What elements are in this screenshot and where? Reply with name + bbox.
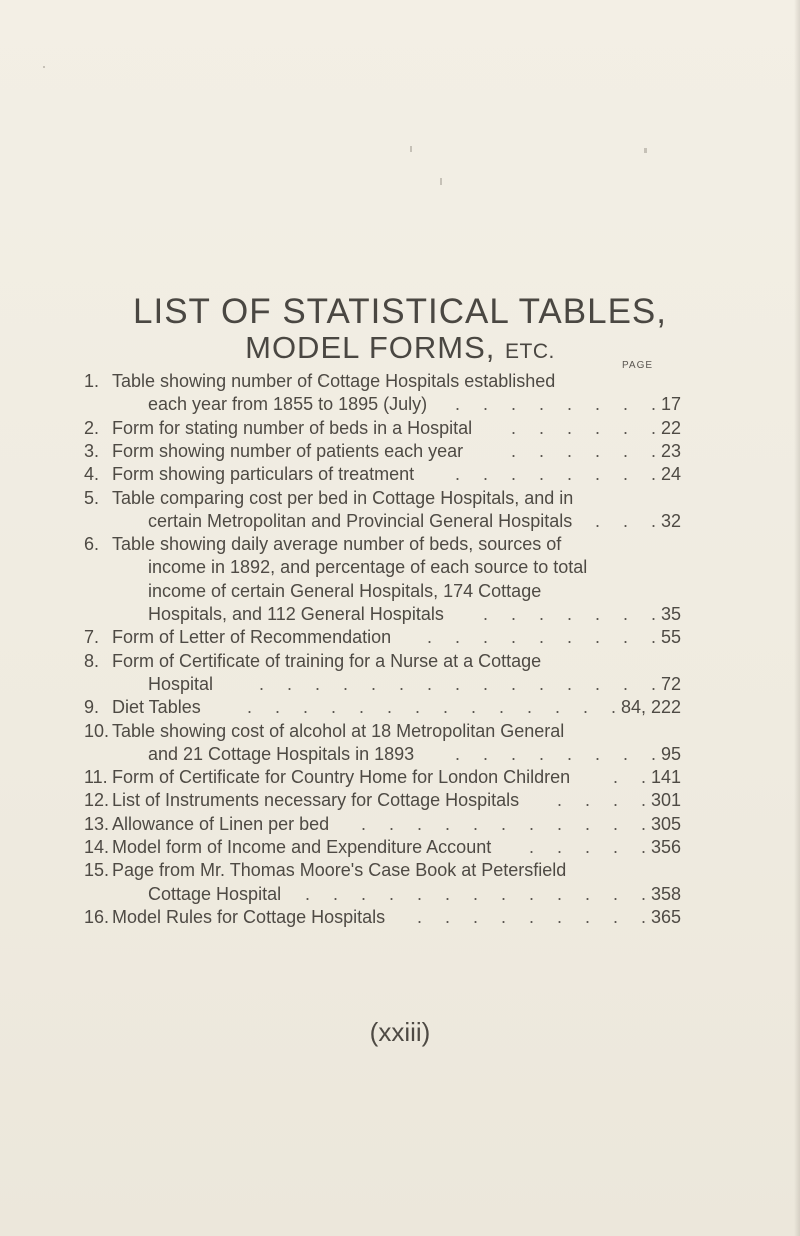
- leader-dot: .: [595, 743, 601, 764]
- toc-entry-line: [0, 555, 800, 579]
- leader-dot: .: [455, 464, 461, 485]
- toc-entry-number: 12.: [84, 790, 110, 811]
- toc-entry-line: [0, 788, 800, 812]
- leader-dot: .: [585, 906, 591, 927]
- leader-dot: .: [623, 604, 629, 624]
- leader-dot: .: [483, 394, 489, 415]
- toc-entry-text: Form of Letter of Recommendation: [112, 627, 392, 648]
- leader-dot: .: [623, 417, 629, 438]
- toc-entry-text: and 21 Cottage Hospitals in 1893: [148, 743, 415, 764]
- leader-dot: .: [529, 883, 535, 904]
- toc-entry-page: 17: [660, 394, 681, 415]
- leader-dot: .: [473, 813, 479, 834]
- leader-dot: .: [641, 790, 647, 811]
- toc-entry-text: Cottage Hospital: [148, 883, 282, 904]
- leader-dot: .: [473, 906, 479, 927]
- toc-entry-text: Form of Certificate of training for a Nurse at a Cottage: [112, 650, 542, 671]
- leader-dot: .: [511, 673, 517, 694]
- leader-dot: .: [613, 767, 619, 788]
- leader-dot: .: [415, 697, 421, 718]
- toc-entry-number: 3.: [84, 440, 100, 461]
- toc-entry-text: Model form of Income and Expenditure Account: [112, 837, 492, 857]
- toc-entry-page: 84, 222: [620, 697, 681, 718]
- toc-entry-text: Form of Certificate for Country Home for London Children: [112, 767, 571, 788]
- leader-dot: .: [315, 673, 321, 694]
- leader-dot: .: [613, 906, 619, 927]
- leader-dot: .: [443, 697, 449, 718]
- leader-dot: .: [511, 417, 517, 438]
- leader-dot: .: [641, 883, 647, 904]
- toc-entry-number: 10.: [84, 720, 110, 741]
- list-subtitle-etc: ETC.: [505, 340, 555, 363]
- list-title: LIST OF STATISTICAL TABLES,: [133, 292, 667, 331]
- toc-entry-line: [0, 905, 800, 929]
- leader-dot: .: [567, 394, 573, 415]
- toc-entry-text: Model Rules for Cottage Hospitals: [112, 906, 386, 927]
- leader-dot: .: [651, 604, 657, 624]
- toc-entry-text: Allowance of Linen per bed: [112, 813, 330, 834]
- leader-dot: .: [623, 440, 629, 461]
- leader-dot: .: [613, 837, 619, 857]
- toc-entry-line: [0, 765, 800, 789]
- paper-speck: [644, 148, 647, 153]
- leader-dot: .: [539, 743, 545, 764]
- toc-entry-line: [0, 532, 800, 556]
- leader-dot: .: [555, 697, 561, 718]
- leader-dot: .: [511, 627, 517, 648]
- leader-dot: .: [557, 813, 563, 834]
- toc-entry-number: 4.: [84, 464, 100, 485]
- toc-entry-text: each year from 1855 to 1895 (July): [148, 394, 428, 415]
- leader-dot: .: [539, 394, 545, 415]
- leader-dot: .: [595, 464, 601, 485]
- leader-dot: .: [611, 697, 617, 718]
- leader-dot: .: [651, 743, 657, 764]
- toc-entry-number: 16.: [84, 906, 110, 927]
- leader-dot: .: [641, 906, 647, 927]
- toc-entry-page: 22: [660, 417, 681, 438]
- toc-entry-line: [0, 392, 800, 416]
- leader-dot: .: [567, 604, 573, 624]
- toc-entry-text: income of certain General Hospitals, 174 Cottage: [148, 580, 542, 601]
- toc-entry-text: List of Instruments necessary for Cottage Hospitals: [112, 790, 520, 811]
- leader-dot: .: [567, 627, 573, 648]
- paper-speck: [410, 146, 412, 152]
- leader-dot: .: [511, 604, 517, 624]
- leader-dot: .: [595, 673, 601, 694]
- leader-dot: .: [371, 673, 377, 694]
- leader-dot: .: [247, 697, 253, 718]
- leader-dot: .: [595, 440, 601, 461]
- leader-dot: .: [557, 883, 563, 904]
- leader-dot: .: [651, 673, 657, 694]
- toc-entry-page: 365: [650, 906, 681, 927]
- toc-entry-text: Table showing daily average number of beds, sources of: [112, 534, 562, 555]
- leader-dot: .: [417, 906, 423, 927]
- toc-entry-text: Form for stating number of beds in a Hospital: [112, 417, 473, 438]
- leader-dot: .: [511, 743, 517, 764]
- leader-dot: .: [585, 790, 591, 811]
- toc-entry-line: [0, 369, 800, 393]
- leader-dot: .: [445, 906, 451, 927]
- leader-dot: .: [259, 673, 265, 694]
- toc-entry-line: [0, 742, 800, 766]
- leader-dot: .: [585, 813, 591, 834]
- leader-dot: .: [331, 697, 337, 718]
- leader-dot: .: [651, 510, 657, 531]
- toc-entry-line: [0, 858, 800, 882]
- leader-dot: .: [287, 673, 293, 694]
- leader-dot: .: [417, 813, 423, 834]
- leader-dot: .: [623, 510, 629, 531]
- list-subtitle-main: MODEL FORMS,: [245, 330, 496, 365]
- leader-dot: .: [595, 604, 601, 624]
- page-number-footer: (xxiii): [369, 1017, 431, 1047]
- toc-entry-line: [0, 882, 800, 906]
- leader-dot: .: [539, 627, 545, 648]
- leader-dot: .: [613, 790, 619, 811]
- leader-dot: .: [473, 883, 479, 904]
- leader-dot: .: [595, 627, 601, 648]
- toc-entry-line: [0, 672, 800, 696]
- leader-dot: .: [623, 673, 629, 694]
- toc-entry-text: Diet Tables: [112, 697, 201, 718]
- leader-dot: .: [613, 813, 619, 834]
- leader-dot: .: [539, 604, 545, 624]
- leader-dot: .: [651, 417, 657, 438]
- toc-entry-number: 6.: [84, 534, 100, 555]
- leader-dot: .: [585, 837, 591, 857]
- leader-dot: .: [455, 394, 461, 415]
- toc-entry-number: 15.: [84, 860, 110, 881]
- leader-dot: .: [529, 837, 535, 857]
- leader-dot: .: [651, 440, 657, 461]
- toc-entry-page: 141: [650, 767, 681, 788]
- leader-dot: .: [511, 394, 517, 415]
- toc-entry-page: 23: [660, 440, 681, 461]
- toc-entry-line: [0, 486, 800, 510]
- leader-dot: .: [361, 883, 367, 904]
- toc-entry-page: 95: [660, 743, 681, 764]
- leader-dot: .: [539, 464, 545, 485]
- leader-dot: .: [641, 813, 647, 834]
- paper-speck: [440, 178, 442, 185]
- leader-dot: .: [623, 627, 629, 648]
- toc-entry-text: Table showing cost of alcohol at 18 Metropolitan General: [112, 720, 565, 741]
- leader-dot: .: [389, 813, 395, 834]
- toc-entry-line: [0, 719, 800, 743]
- toc-entry-line: [0, 625, 800, 649]
- leader-dot: .: [361, 813, 367, 834]
- leader-dot: .: [527, 697, 533, 718]
- toc-entry-number: 8.: [84, 650, 100, 671]
- leader-dot: .: [651, 627, 657, 648]
- leader-dot: .: [623, 394, 629, 415]
- leader-dot: .: [529, 906, 535, 927]
- leader-dot: .: [275, 697, 281, 718]
- toc-entry-number: 1.: [84, 371, 100, 391]
- leader-dot: .: [567, 440, 573, 461]
- toc-entry-line: [0, 812, 800, 836]
- leader-dot: .: [455, 673, 461, 694]
- toc-entry-page: 35: [660, 604, 681, 624]
- leader-dot: .: [511, 464, 517, 485]
- toc-entry-page: 24: [660, 464, 681, 485]
- toc-entry-number: 14.: [84, 837, 110, 857]
- leader-dot: .: [305, 883, 311, 904]
- toc-entry-line: [0, 695, 800, 719]
- leader-dot: .: [483, 464, 489, 485]
- leader-dot: .: [471, 697, 477, 718]
- leader-dot: .: [333, 883, 339, 904]
- leader-dot: .: [501, 906, 507, 927]
- page-column-heading: PAGE: [622, 360, 654, 371]
- leader-dot: .: [427, 673, 433, 694]
- leader-dot: .: [343, 673, 349, 694]
- leader-dot: .: [417, 883, 423, 904]
- toc-entry-line: [0, 416, 800, 440]
- toc-entry-line: [0, 649, 800, 673]
- leader-dot: .: [445, 813, 451, 834]
- leader-dot: .: [557, 906, 563, 927]
- toc-entry-text: Table showing number of Cottage Hospitals established: [112, 371, 556, 391]
- leader-dot: .: [389, 883, 395, 904]
- leader-dot: .: [595, 417, 601, 438]
- leader-dot: .: [557, 837, 563, 857]
- leader-dot: .: [641, 767, 647, 788]
- leader-dot: .: [483, 673, 489, 694]
- leader-dot: .: [359, 697, 365, 718]
- toc-entry-text: Form showing particulars of treatment: [112, 464, 415, 485]
- leader-dot: .: [445, 883, 451, 904]
- toc-entry-number: 13.: [84, 813, 110, 834]
- leader-dot: .: [557, 790, 563, 811]
- toc-entry-line: [0, 835, 800, 859]
- leader-dot: .: [567, 673, 573, 694]
- toc-entry-page: 72: [660, 673, 681, 694]
- leader-dot: .: [501, 883, 507, 904]
- toc-entry-line: [0, 439, 800, 463]
- leader-dot: .: [623, 464, 629, 485]
- leader-dot: .: [651, 394, 657, 415]
- toc-entry-text: Table comparing cost per bed in Cottage Hospitals, and in: [112, 487, 574, 508]
- leader-dot: .: [511, 440, 517, 461]
- toc-entry-page: 305: [650, 813, 681, 834]
- toc-entry-number: 2.: [84, 417, 100, 438]
- leader-dot: .: [641, 837, 647, 857]
- leader-dot: .: [483, 604, 489, 624]
- toc-entry-number: 5.: [84, 487, 100, 508]
- leader-dot: .: [483, 743, 489, 764]
- toc-entry-text: certain Metropolitan and Provincial General Hospitals: [148, 510, 573, 531]
- toc-entry-text: Form showing number of patients each year: [112, 440, 464, 461]
- leader-dot: .: [539, 417, 545, 438]
- leader-dot: .: [501, 813, 507, 834]
- toc-entry-text: Hospital: [148, 673, 214, 694]
- toc-entry-line: [0, 509, 800, 533]
- toc-entry-page: 358: [650, 883, 681, 904]
- leader-dot: .: [529, 813, 535, 834]
- toc-entry-page: 32: [660, 510, 681, 531]
- toc-entry-line: [0, 462, 800, 486]
- leader-dot: .: [303, 697, 309, 718]
- leader-dot: .: [567, 417, 573, 438]
- toc-entry-page: 356: [650, 837, 681, 857]
- toc-entry-line: [0, 602, 800, 626]
- leader-dot: .: [455, 743, 461, 764]
- toc-entry-number: 11.: [84, 767, 108, 788]
- leader-dot: .: [583, 697, 589, 718]
- leader-dot: .: [499, 697, 505, 718]
- toc-entry-text: Hospitals, and 112 General Hospitals: [148, 604, 444, 624]
- leader-dot: .: [595, 510, 601, 531]
- leader-dot: .: [427, 627, 433, 648]
- leader-dot: .: [567, 464, 573, 485]
- leader-dot: .: [585, 883, 591, 904]
- leader-dot: .: [623, 743, 629, 764]
- leader-dot: .: [539, 440, 545, 461]
- toc-entry-number: 9.: [84, 697, 100, 718]
- leader-dot: .: [567, 743, 573, 764]
- leader-dot: .: [651, 464, 657, 485]
- leader-dot: .: [455, 627, 461, 648]
- toc-entry-number: 7.: [84, 627, 100, 648]
- leader-dot: .: [539, 673, 545, 694]
- toc-entry-text: Page from Mr. Thomas Moore's Case Book at Petersfield: [112, 860, 567, 881]
- leader-dot: .: [399, 673, 405, 694]
- leader-dot: .: [483, 627, 489, 648]
- leader-dot: .: [387, 697, 393, 718]
- leader-dot: .: [595, 394, 601, 415]
- toc-entry-line: [0, 579, 800, 603]
- toc-entry-page: 301: [650, 790, 681, 811]
- paper-speck: [43, 66, 45, 68]
- toc-entry-page: 55: [660, 627, 681, 648]
- toc-entry-text: income in 1892, and percentage of each source to total: [148, 557, 588, 578]
- leader-dot: .: [613, 883, 619, 904]
